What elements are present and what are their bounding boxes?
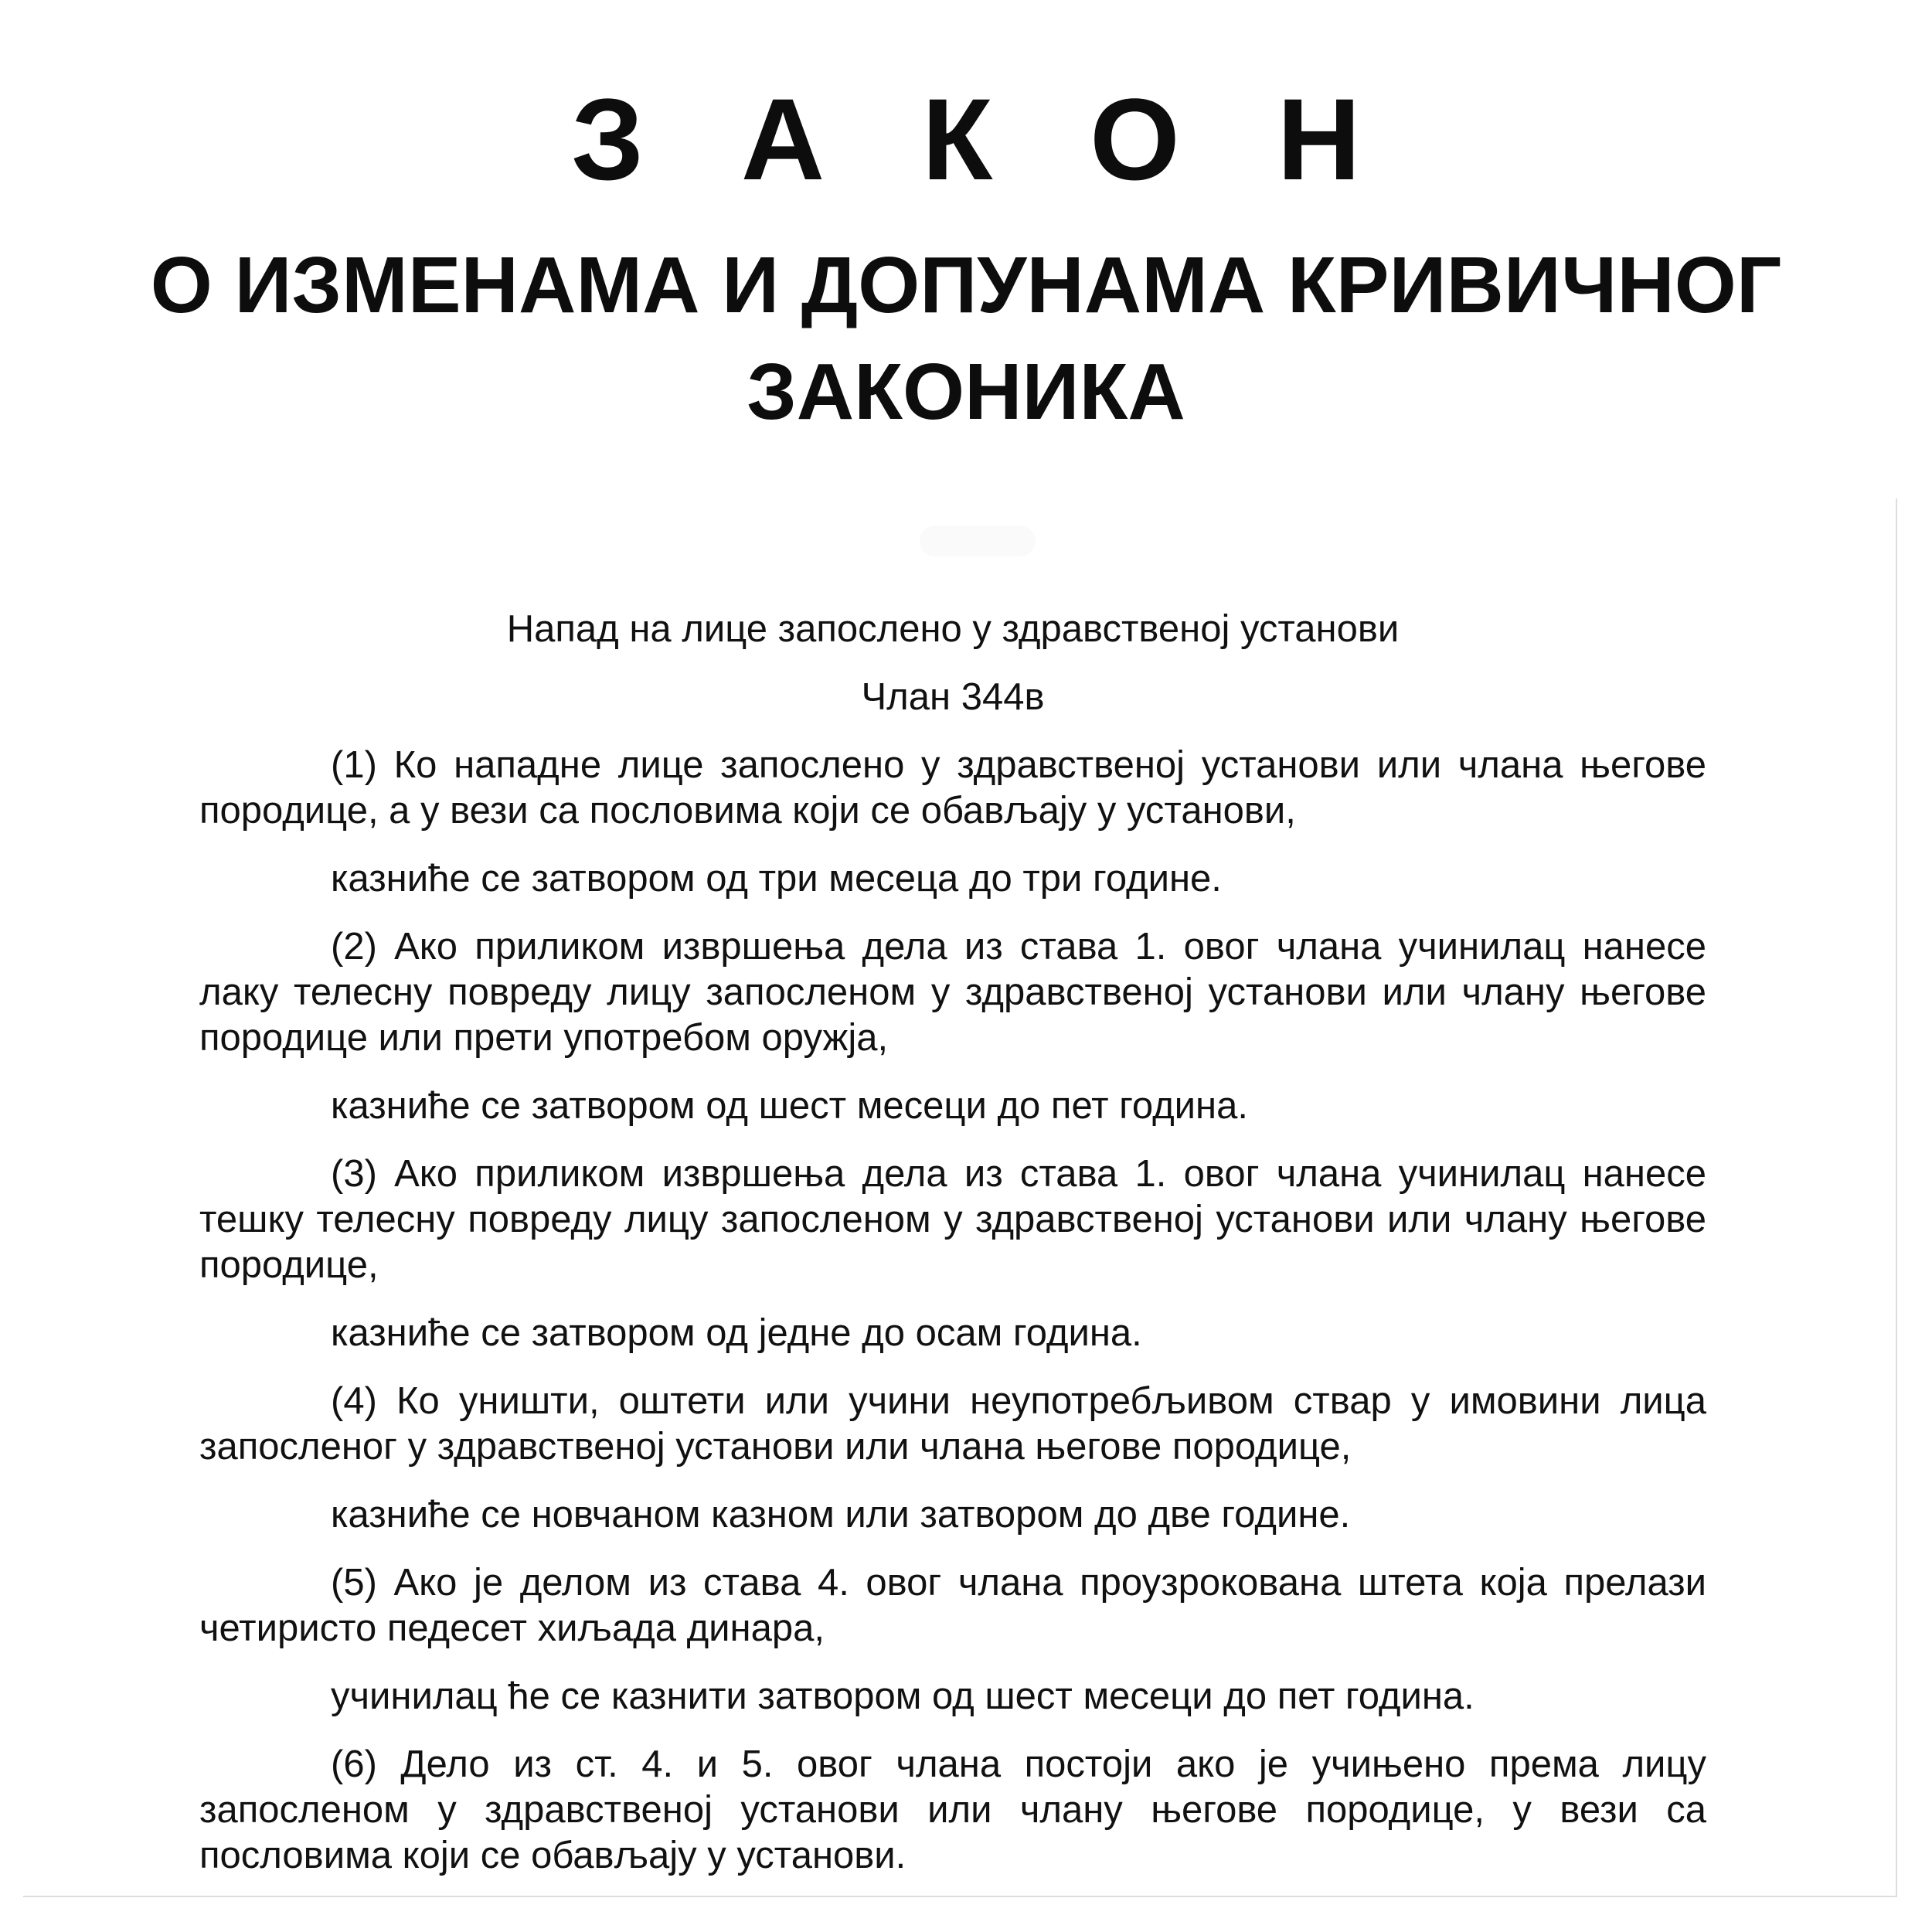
penalty-1: казниће се затвором од три месеца до три године. bbox=[331, 858, 1222, 900]
penalty-2: казниће се затвором од шест месеци до пет година. bbox=[331, 1085, 1248, 1127]
penalty-5: учинилац ће се казнити затвором од шест месеци до пет година. bbox=[331, 1675, 1475, 1717]
paragraph-4: (4) Ко уништи, оштети или учини неупотребљивом ствар у имовини лица запосленог у здравственој установи или члана његове породице, bbox=[199, 1380, 1706, 1468]
document-subtitle bbox=[0, 232, 1932, 445]
penalty-3: казниће се затвором од једне до осам година. bbox=[331, 1312, 1142, 1354]
paragraph-5: (5) Ако је делом из става 4. овог члана проузрокована штета која прелази четиристо педесет хиљада динара, bbox=[199, 1562, 1706, 1649]
paragraph-2: (2) Ако приликом извршења дела из става 1. овог члана учинилац нанесе лаку телесну повреду лицу запосленом у здравственој установи или члану његове породице или прети употребом оружја, bbox=[199, 926, 1706, 1059]
paragraph-6: (6) Дело из ст. 4. и 5. овог члана постоји ако је учињено према лицу запосленом у здравственој установи или члану његове породице, у вези са пословима који се обављају у установи. bbox=[199, 1743, 1706, 1876]
paragraph-3: (3) Ако приликом извршења дела из става 1. овог члана учинилац нанесе тешку телесну повреду лицу запосленом у здравственој установи или члану његове породице, bbox=[199, 1153, 1706, 1286]
article-number: Члан 344в bbox=[861, 676, 1045, 718]
article-heading: Напад на лице запослено у здравственој установи bbox=[506, 608, 1400, 650]
penalty-4: казниће се новчаном казном или затвором до две године. bbox=[331, 1494, 1351, 1536]
document-body bbox=[199, 607, 1706, 1901]
document-title: З А К О Н bbox=[571, 74, 1393, 204]
panel-faint-mark bbox=[920, 526, 1036, 556]
document-subtitle-line1: О ИЗМЕНАМА И ДОПУНАМА КРИВИЧНОГ bbox=[150, 240, 1782, 329]
paragraph-1: (1) Ко нападне лице запослено у здравственој установи или члана његове породице, а у вези са пословима који се обављају у установи, bbox=[199, 744, 1706, 832]
document-subtitle-line2: ЗАКОНИКА bbox=[747, 347, 1185, 436]
